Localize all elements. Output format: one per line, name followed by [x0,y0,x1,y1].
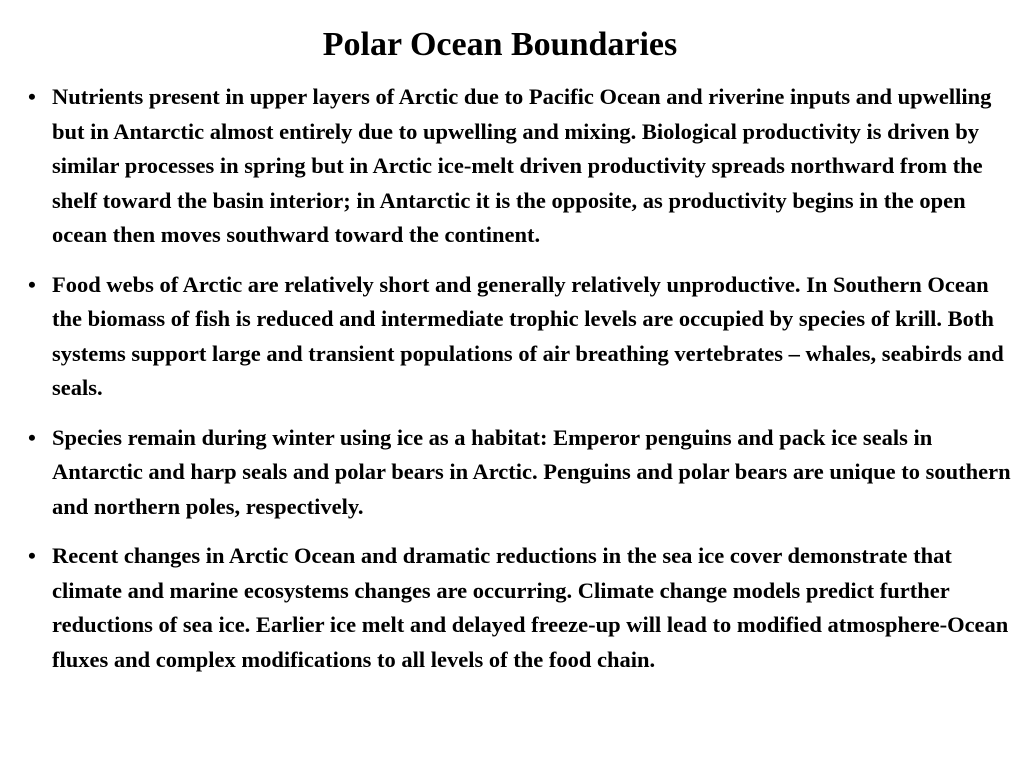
bullet-marker: • [28,543,36,568]
bullet-marker: • [28,84,36,109]
bullet-item [22,421,1012,525]
slide-title: Polar Ocean Boundaries [322,26,678,63]
bullet-item [22,268,1012,406]
bullet-text: Nutrients present in upper layers of Arctic due to Pacific Ocean and riverine inputs and upwelling but in Antarctic almost entirely due to upwelling and mixing. Biological productivity is driven by similar processes in spring but in Arctic ice-melt driven productivity spreads northward from the shelf toward the basin interior; in Antarctic it is the opposite, as productivity begins in the open ocean then moves southward toward the continent. [52,84,992,247]
bullet-marker: • [28,424,36,450]
bullet-item [22,80,1012,253]
bullet-list [22,80,1012,692]
bullet-item [22,539,1012,677]
bullet-marker: • [28,271,36,297]
bullet-text: Recent changes in Arctic Ocean and dramatic reductions in the sea ice cover demonstrate that climate and marine ecosystems changes are occurring. Climate change models predict further reductions of sea ice. Earlier ice melt and delayed freeze-up will lead to modified atmosphere-Ocean fluxes and complex modifications to all levels of the food chain. [52,543,1009,672]
bullet-text: Species remain during winter using ice as a habitat: Emperor penguins and pack ice seals in Antarctic and harp seals and polar bears in Arctic. Penguins and polar bears are unique to southern and northern poles, respectively. [52,424,1011,519]
bullet-text: Food webs of Arctic are relatively short and generally relatively unproductive. In Southern Ocean the biomass of fish is reduced and intermediate trophic levels are occupied by species of krill. Both systems support large and transient populations of air breathing vertebrates – whales, seabirds and seals. [52,271,1004,400]
